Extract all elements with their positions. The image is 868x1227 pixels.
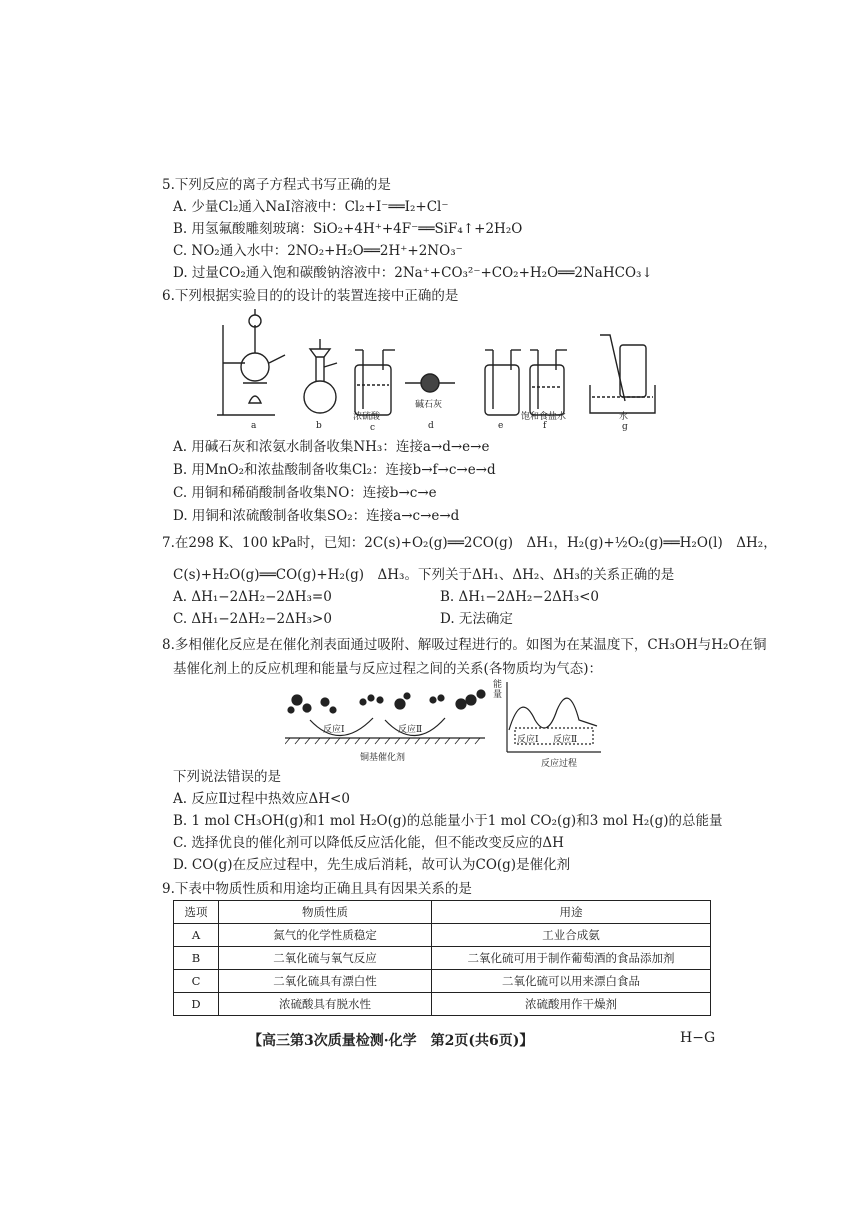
reaction-2-label: 反应Ⅱ (398, 725, 423, 735)
q8-option-a: A. 反应Ⅱ过程中热效应ΔH<0 (173, 791, 350, 807)
energy-axis-label: 能量 (493, 680, 503, 700)
q5-stem: 5.下列反应的离子方程式书写正确的是 (162, 177, 391, 193)
q8-option-b: B. 1 mol CH₃OH(g)和1 mol H₂O(g)的总能量小于1 mol CO₂(g)和3 mol H₂(g)的总能量 (173, 813, 723, 829)
cell-property: 氮气的化学性质稳定 (219, 924, 432, 947)
q8-stem-1: 8.多相催化反应是在催化剂表面通过吸附、解吸过程进行的。如图为在某温度下，CH₃OH与H₂O在铜 (162, 637, 767, 653)
apparatus-figure (215, 305, 675, 435)
q7-stem-1: 7.在298 K、100 kPa时，已知：2C(s)+O₂(g)══2CO(g) ΔH₁，H₂(g)+½O₂(g)══H₂O(l) ΔH₂， (162, 535, 777, 551)
cell-use: 二氧化硫可以用来漂白食品 (432, 970, 711, 993)
table-header-row (174, 901, 711, 924)
cell-use: 二氧化硫可用于制作葡萄酒的食品添加剂 (432, 947, 711, 970)
q6-option-d: D. 用铜和浓硫酸制备收集SO₂：连接a→c→e→d (173, 508, 460, 524)
label-f: f (543, 421, 547, 431)
label-g-top: 水 (619, 412, 629, 422)
cell-property: 二氧化硫具有漂白性 (219, 970, 432, 993)
label-e: e (498, 421, 504, 431)
q8-option-c: C. 选择优良的催化剂可以降低反应活化能，但不能改变反应的ΔH (173, 835, 564, 851)
header-use: 用途 (432, 901, 711, 924)
page-footer: 【高三第3次质量检测·化学 第2页(共6页)】 (248, 1033, 534, 1049)
reaction-1-bar-label: 反应Ⅰ (517, 735, 539, 745)
apparatus-drawing (215, 305, 675, 435)
cell-property: 二氧化硫与氧气反应 (219, 947, 432, 970)
cell-use: 工业合成氨 (432, 924, 711, 947)
label-a: a (251, 421, 257, 431)
label-c: c (370, 423, 376, 433)
reaction-1-label: 反应Ⅰ (323, 725, 345, 735)
label-b: b (316, 421, 322, 431)
q7-stem-2: C(s)+H₂O(g)══CO(g)+H₂(g) ΔH₃。下列关于ΔH₁、ΔH₂、ΔH₃的关系正确的是 (173, 567, 675, 583)
q9-stem: 9.下表中物质性质和用途均正确且具有因果关系的是 (162, 881, 472, 897)
cell-option: A (174, 924, 219, 947)
q7-option-d: D. 无法确定 (440, 611, 513, 627)
cell-option: B (174, 947, 219, 970)
table-row (174, 924, 711, 947)
process-axis-label: 反应过程 (541, 759, 578, 769)
table-row (174, 993, 711, 1016)
q8-ask: 下列说法错误的是 (173, 769, 281, 785)
cell-option: D (174, 993, 219, 1016)
reaction-mechanism-figure (285, 680, 605, 770)
catalyst-label: 铜基催化剂 (360, 753, 406, 763)
q9-table (173, 900, 711, 1016)
label-d-top: 碱石灰 (415, 400, 443, 410)
q6-option-b: B. 用MnO₂和浓盐酸制备收集Cl₂：连接b→f→c→e→d (173, 462, 496, 478)
cell-use: 浓硫酸用作干燥剂 (432, 993, 711, 1016)
header-option: 选项 (174, 901, 219, 924)
q5-option-d: D. 过量CO₂通入饱和碳酸钠溶液中：2Na⁺+CO₃²⁻+CO₂+H₂O══2NaHCO₃↓ (173, 265, 653, 281)
label-g: g (622, 422, 628, 432)
table-row (174, 970, 711, 993)
q7-option-a: A. ΔH₁−2ΔH₂−2ΔH₃=0 (173, 589, 332, 605)
q6-stem: 6.下列根据实验目的的设计的装置连接中正确的是 (162, 288, 459, 304)
cell-option: C (174, 970, 219, 993)
q5-option-c: C. NO₂通入水中：2NO₂+H₂O══2H⁺+2NO₃⁻ (173, 243, 463, 259)
q5-option-a: A. 少量Cl₂通入NaI溶液中：Cl₂+I⁻══I₂+Cl⁻ (173, 199, 449, 215)
label-d: d (428, 421, 434, 431)
q7-option-b: B. ΔH₁−2ΔH₂−2ΔH₃<0 (440, 589, 600, 605)
header-property: 物质性质 (219, 901, 432, 924)
reaction-2-bar-label: 反应Ⅱ (553, 735, 578, 745)
q6-option-c: C. 用铜和稀硝酸制备收集NO：连接b→c→e (173, 485, 437, 501)
q8-option-d: D. CO(g)在反应过程中，先生成后消耗，故可认为CO(g)是催化剂 (173, 857, 571, 873)
paper-code: H−G (680, 1030, 716, 1046)
table-row (174, 947, 711, 970)
label-c-top: 浓硫酸 (353, 412, 381, 422)
q8-stem-2: 基催化剂上的反应机理和能量与反应过程之间的关系(各物质均为气态)： (173, 661, 603, 677)
label-f-top: 饱和食盐水 (521, 412, 567, 422)
q6-option-a: A. 用碱石灰和浓氨水制备收集NH₃：连接a→d→e→e (173, 439, 490, 455)
q7-option-c: C. ΔH₁−2ΔH₂−2ΔH₃>0 (173, 611, 332, 627)
q5-option-b: B. 用氢氟酸雕刻玻璃：SiO₂+4H⁺+4F⁻══SiF₄↑+2H₂O (173, 221, 523, 237)
cell-property: 浓硫酸具有脱水性 (219, 993, 432, 1016)
